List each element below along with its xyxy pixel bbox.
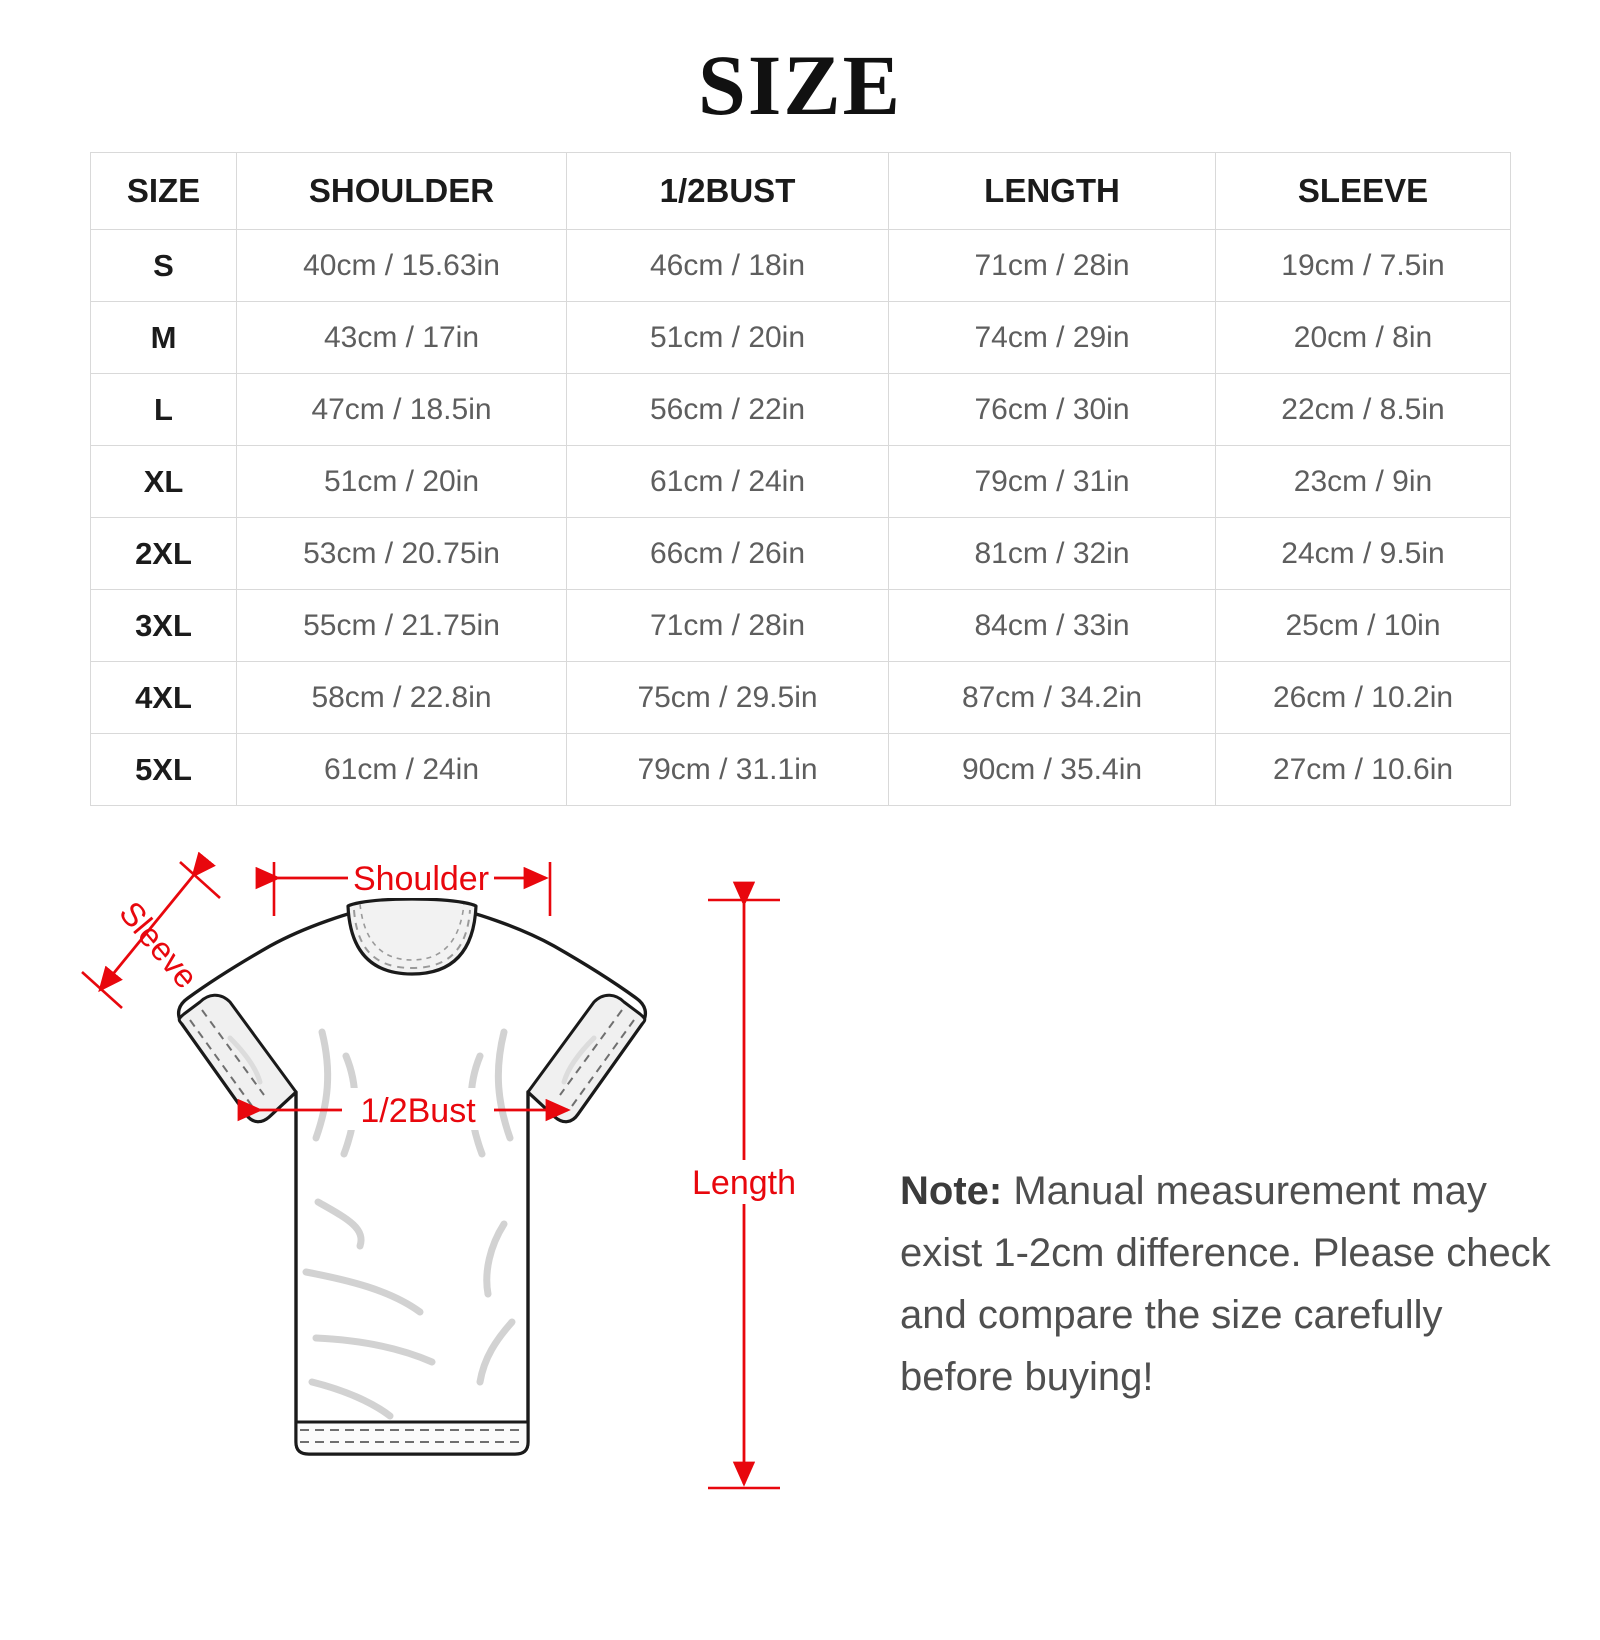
cell-sleeve: 22cm / 8.5in — [1216, 374, 1511, 446]
column-header-bust: 1/2BUST — [567, 153, 889, 230]
table-row — [91, 734, 1511, 806]
cell-bust: 61cm / 24in — [567, 446, 889, 518]
bust-label: 1/2Bust — [360, 1092, 476, 1131]
cell-shoulder: 47cm / 18.5in — [237, 374, 567, 446]
cell-sleeve: 27cm / 10.6in — [1216, 734, 1511, 806]
sleeve-measure-arrow — [82, 862, 220, 1008]
cell-size: XL — [91, 446, 237, 518]
cell-bust: 46cm / 18in — [567, 230, 889, 302]
cell-shoulder: 53cm / 20.75in — [237, 518, 567, 590]
sleeve-label: Sleeve — [112, 894, 206, 996]
column-header-shoulder: SHOULDER — [237, 153, 567, 230]
page-title: SIZE — [697, 37, 903, 133]
note-label: Note: — [900, 1169, 1003, 1214]
tshirt-measurement-diagram — [60, 842, 920, 1562]
cell-shoulder: 43cm / 17in — [237, 302, 567, 374]
note-text — [900, 1160, 1560, 1408]
cell-length: 84cm / 33in — [889, 590, 1216, 662]
length-measure-arrow — [678, 900, 812, 1488]
cell-length: 76cm / 30in — [889, 374, 1216, 446]
cell-size: 5XL — [91, 734, 237, 806]
cell-bust: 75cm / 29.5in — [567, 662, 889, 734]
cell-size: L — [91, 374, 237, 446]
table-row — [91, 230, 1511, 302]
cell-bust: 71cm / 28in — [567, 590, 889, 662]
cell-size: 3XL — [91, 590, 237, 662]
cell-sleeve: 23cm / 9in — [1216, 446, 1511, 518]
cell-size: S — [91, 230, 237, 302]
cell-length: 87cm / 34.2in — [889, 662, 1216, 734]
cell-size: 4XL — [91, 662, 237, 734]
cell-bust: 66cm / 26in — [567, 518, 889, 590]
table-row — [91, 446, 1511, 518]
cell-shoulder: 55cm / 21.75in — [237, 590, 567, 662]
cell-sleeve: 19cm / 7.5in — [1216, 230, 1511, 302]
note-body: Manual measurement may exist 1-2cm difference. Please check and compare the size carefully before buying! — [900, 1169, 1551, 1400]
table-row — [91, 590, 1511, 662]
cell-length: 74cm / 29in — [889, 302, 1216, 374]
cell-length: 81cm / 32in — [889, 518, 1216, 590]
column-header-length: LENGTH — [889, 153, 1216, 230]
cell-sleeve: 25cm / 10in — [1216, 590, 1511, 662]
cell-shoulder: 58cm / 22.8in — [237, 662, 567, 734]
cell-bust: 51cm / 20in — [567, 302, 889, 374]
cell-shoulder: 61cm / 24in — [237, 734, 567, 806]
table-row — [91, 302, 1511, 374]
measurement-guide-section — [0, 842, 1600, 1562]
cell-sleeve: 24cm / 9.5in — [1216, 518, 1511, 590]
cell-length: 79cm / 31in — [889, 446, 1216, 518]
cell-bust: 79cm / 31.1in — [567, 734, 889, 806]
cell-shoulder: 40cm / 15.63in — [237, 230, 567, 302]
cell-size: M — [91, 302, 237, 374]
table-header-row — [91, 153, 1511, 230]
cell-size: 2XL — [91, 518, 237, 590]
cell-length: 90cm / 35.4in — [889, 734, 1216, 806]
column-header-sleeve: SLEEVE — [1216, 153, 1511, 230]
size-chart-table-container — [90, 152, 1510, 806]
table-row — [91, 518, 1511, 590]
cell-length: 71cm / 28in — [889, 230, 1216, 302]
cell-sleeve: 26cm / 10.2in — [1216, 662, 1511, 734]
tshirt-illustration — [179, 899, 646, 1454]
table-row — [91, 662, 1511, 734]
table-row — [91, 374, 1511, 446]
cell-sleeve: 20cm / 8in — [1216, 302, 1511, 374]
cell-bust: 56cm / 22in — [567, 374, 889, 446]
length-label: Length — [692, 1164, 796, 1203]
cell-shoulder: 51cm / 20in — [237, 446, 567, 518]
size-chart-table — [90, 152, 1511, 806]
shoulder-label: Shoulder — [352, 860, 490, 899]
column-header-size: SIZE — [91, 153, 237, 230]
